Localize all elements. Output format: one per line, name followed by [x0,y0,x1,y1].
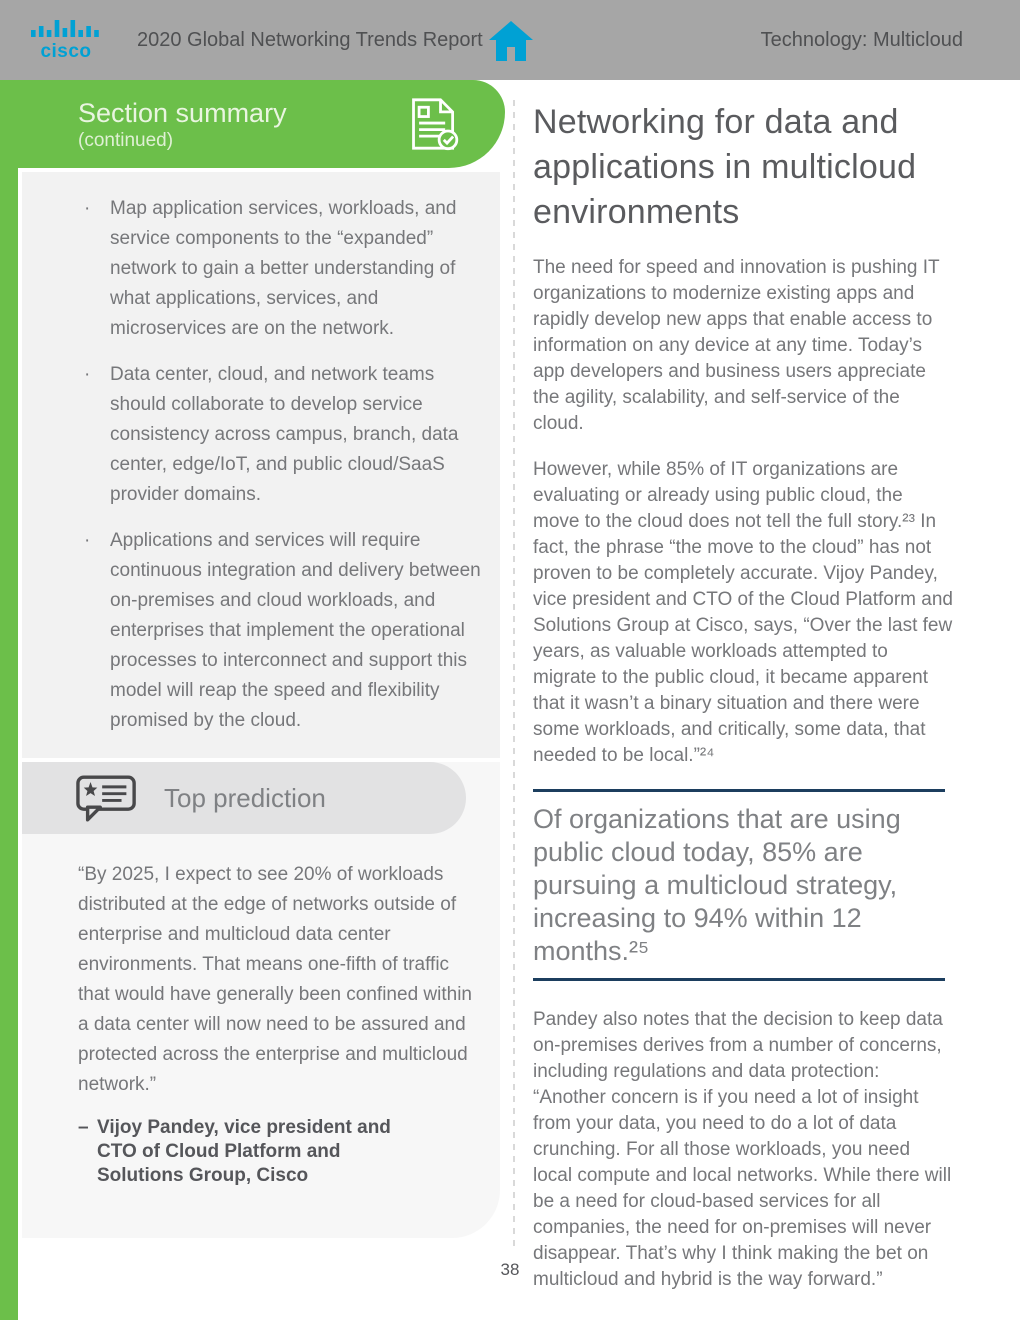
section-summary-list [22,172,500,758]
article-para-1: The need for speed and innovation is pushing IT organizations to modernize existing apps and rapidly develop new apps that enable access to information on any device at any time. Today’s app developers and business users appreciate the agility, scalability, and self-service of the cloud. [533,257,940,434]
bullet-dot: · [84,530,91,551]
bullet-text: Map application services, workloads, and service components to the “expanded” network to gain a better understanding of what applications, services, and microservices are on the network. [110,198,457,339]
attribution-dash: – [78,1117,89,1138]
cisco-logo-text: cisco [40,41,92,62]
article-para-3: Pandey also notes that the decision to keep data on-premises derives from a number of concerns, including regulations and data protection: “Another concern is if you need a lot of insight from your data, you need to do a lot of data crunching. For all those workloads, you need local compute and local networks. While there will be a need for cloud-based services for all companies, the need for on-premises will never disappear. That’s why I think making the bet on multicloud and hybrid is the way forward.” [533,1009,952,1290]
attribution-text: Vijoy Pandey, vice president and CTO of Cloud Platform and Solutions Group, Cisco [97,1117,391,1186]
pull-quote: Of organizations that are using public cloud today, 85% are pursuing a multicloud strategy, increasing to 94% within 12 months.²⁵ [533,804,901,966]
page-number: 38 [500,1260,520,1279]
top-prediction-panel [22,762,500,1238]
article-para-2: However, while 85% of IT organizations are evaluating or already using public cloud, the move to the cloud does not tell the full story.²³ In fact, the phrase “the move to the cloud” has not proven to be completely accurate. Vijoy Pandey, vice president and CTO of the Cloud Platform and Solutions Group at Cisco, says, “Over the last few years, as valuable workloads attempted to migrate to the public cloud, it became apparent that it wasn’t a binary situation and there were some workloads, and critically, some data, that needed to be local.”²⁴ [533,459,953,766]
bullet-text: Applications and services will require continuous integration and delivery between on-premises and cloud workloads, and enterprises that implement the operational processes to interconnect and support this model will reap the speed and flexibility promised by the cloud. [110,530,481,731]
column-divider [513,100,515,1248]
bullet-dot: · [84,364,91,385]
top-bar [0,0,1020,80]
top-prediction-pill [22,762,466,834]
cisco-logo-bars-icon [31,17,101,37]
section-summary-banner [0,80,505,168]
bullet-item [22,526,500,736]
bullet-item [22,360,500,510]
prediction-attribution [78,1116,430,1188]
report-title: 2020 Global Networking Trends Report [137,29,483,51]
pull-quote-rule-top [533,789,945,792]
bullet-item [22,194,500,344]
home-icon[interactable] [489,21,533,61]
section-summary-subtitle: (continued) [78,130,174,151]
bullet-dot: · [84,198,91,219]
speech-bubble-star-icon [76,775,138,822]
top-prediction-label: Top prediction [164,782,326,813]
article-title: Networking for data and applications in multicloud environments [533,103,917,231]
section-summary-title: Section summary [78,98,287,128]
prediction-quote: “By 2025, I expect to see 20% of workloads distributed at the edge of networks outside of enterprise and multicloud data center environments. That means one-fifth of traffic that would have generally been confined within a data center will now need to be assured and protected across the enterprise and multicloud network.” [78,864,472,1095]
document-check-icon [408,97,460,156]
header-section-label: Technology: Multicloud [760,29,963,51]
bullet-text: Data center, cloud, and network teams should collaborate to develop service consistency across campus, branch, data center, edge/IoT, and public cloud/SaaS provider domains. [110,364,459,505]
article-column [533,100,953,1293]
cisco-logo [30,17,102,62]
pull-quote-rule-bottom [533,978,945,981]
left-accent-bar [0,80,18,1320]
